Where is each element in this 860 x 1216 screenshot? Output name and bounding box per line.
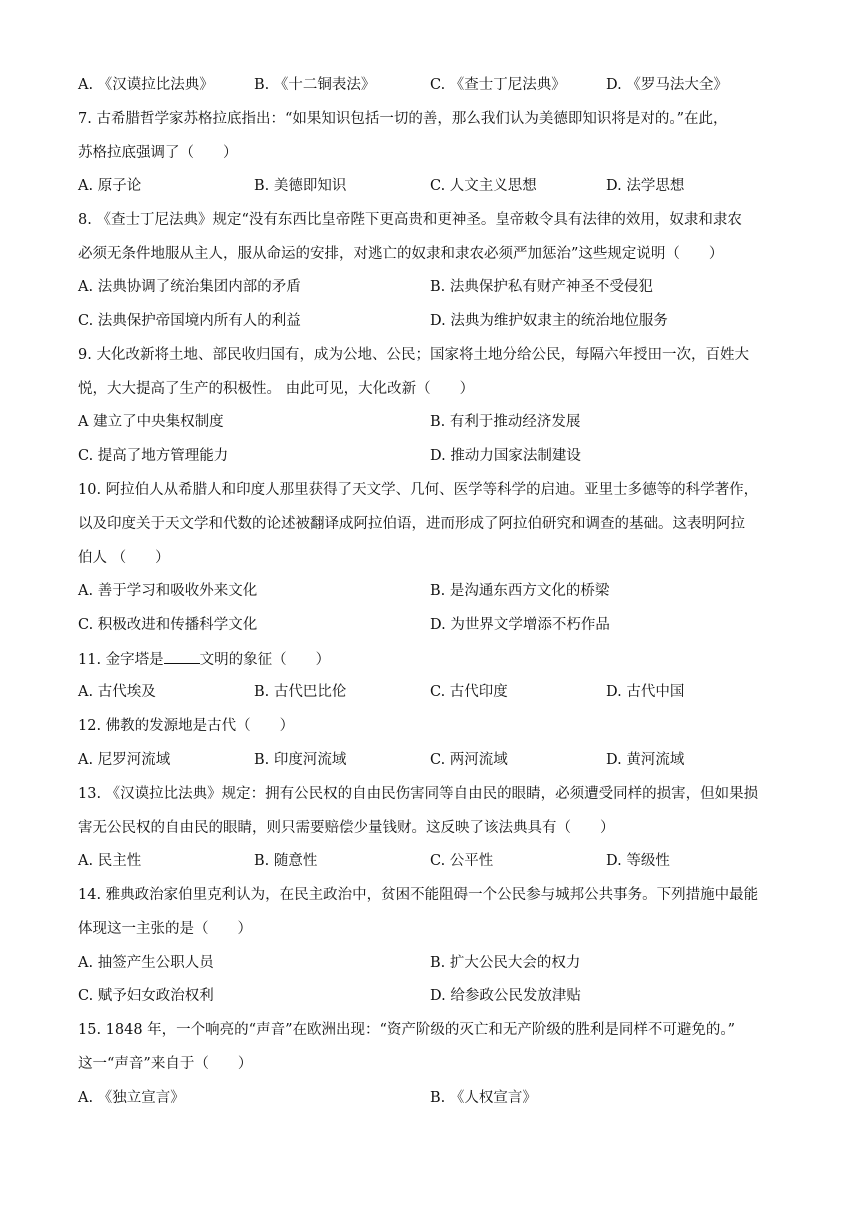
q14-option-a: A. 抽签产生公职人员 (78, 955, 214, 971)
q10-option-c: C. 积极改进和传播科学文化 (78, 617, 258, 633)
q14-option-c: C. 赋予妇女政治权利 (78, 988, 214, 1004)
q7-stem-line-2: 苏格拉底强调了（ ） (78, 145, 238, 161)
q9-stem-line-2: 悦，大大提高了生产的积极性。 由此可见，大化改新（ ） (78, 381, 475, 397)
q13-option-b: B. 随意性 (254, 853, 318, 869)
q6-option-d: D. 《罗马法大全》 (606, 77, 728, 93)
q9-option-c: C. 提高了地方管理能力 (78, 448, 229, 464)
q13-stem-line-1: 13. 《汉谟拉比法典》规定：拥有公民权的自由民伤害同等自由民的眼睛，必须遭受同样的损害，但如果损 (78, 786, 759, 802)
q10-stem-line-3: 伯人 （ ） (78, 550, 170, 566)
q14-stem-line-1: 14. 雅典政治家伯里克利认为，在民主政治中，贫困不能阻碍一个公民参与城邦公共事务。下列措施中最能 (78, 887, 759, 903)
q7-option-b: B. 美德即知识 (254, 178, 347, 194)
q11-stem-before: 11. 金字塔是 (78, 652, 164, 668)
q12-stem: 12. 佛教的发源地是古代（ ） (78, 718, 295, 734)
q8-stem-line-2: 必须无条件地服从主人，服从命运的安排，对逃亡的奴隶和隶农必须严加惩治”这些规定说明（ ） (78, 246, 724, 262)
q8-option-c: C. 法典保护帝国境内所有人的利益 (78, 313, 301, 329)
q12-option-b: B. 印度河流域 (254, 752, 347, 768)
q10-option-b: B. 是沟通东西方文化的桥梁 (430, 583, 610, 599)
q9-option-d: D. 推动力国家法制建设 (430, 448, 581, 464)
q10-stem-line-2: 以及印度关于天文学和代数的论述被翻译成阿拉伯语，进而形成了阿拉伯研究和调查的基础。这表明阿拉 (78, 516, 745, 532)
q15-stem-line-2: 这一“声音”来自于（ ） (78, 1056, 253, 1072)
q10-option-d: D. 为世界文学增添不朽作品 (430, 617, 610, 633)
q7-option-c: C. 人文主义思想 (430, 178, 537, 194)
q14-stem-line-2: 体现这一主张的是（ ） (78, 921, 252, 937)
q6-option-a: A. 《汉谟拉比法典》 (78, 77, 214, 93)
q13-option-c: C. 公平性 (430, 853, 494, 869)
q15-option-a: A. 《独立宣言》 (78, 1090, 185, 1106)
q14-option-b: B. 扩大公民大会的权力 (430, 955, 581, 971)
q12-option-a: A. 尼罗河流域 (78, 752, 171, 768)
q7-option-d: D. 法学思想 (606, 178, 685, 194)
q9-option-b: B. 有利于推动经济发展 (430, 414, 581, 430)
q10-option-a: A. 善于学习和吸收外来文化 (78, 583, 258, 599)
q11-stem (78, 649, 330, 670)
q13-option-a: A. 民主性 (78, 853, 142, 869)
q8-option-d: D. 法典为维护奴隶主的统治地位服务 (430, 313, 668, 329)
q12-option-d: D. 黄河流域 (606, 752, 685, 768)
q7-option-a: A. 原子论 (78, 178, 142, 194)
q8-option-b: B. 法典保护私有财产神圣不受侵犯 (430, 279, 653, 295)
q11-option-a: A. 古代埃及 (78, 684, 156, 700)
q13-stem-line-2: 害无公民权的自由民的眼睛，则只需要赔偿少量钱财。这反映了该法典具有（ ） (78, 820, 615, 836)
q14-option-d: D. 给参政公民发放津贴 (430, 988, 581, 1004)
q6-option-c: C. 《查士丁尼法典》 (430, 77, 566, 93)
q9-stem-line-1: 9. 大化改新将土地、部民收归国有，成为公地、公民；国家将土地分给公民，每隔六年授田一次，百姓大 (78, 347, 749, 363)
q11-option-b: B. 古代巴比伦 (254, 684, 347, 700)
q11-option-c: C. 古代印度 (430, 684, 508, 700)
q11-answer-blank (164, 649, 200, 664)
q15-option-b: B. 《人权宣言》 (430, 1090, 537, 1106)
q6-option-b: B. 《十二铜表法》 (254, 77, 376, 93)
q8-stem-line-1: 8. 《查士丁尼法典》规定“没有东西比皇帝陛下更高贵和更神圣。皇帝敕令具有法律的效用，奴隶和隶农 (78, 212, 742, 228)
q15-stem-line-1: 15. 1848 年，一个响亮的“声音”在欧洲出现：“资产阶级的灭亡和无产阶级的胜利是同样不可避免的。” (78, 1022, 736, 1038)
q7-stem-line-1: 7. 古希腊哲学家苏格拉底指出：“如果知识包括一切的善，那么我们认为美德即知识将是对的。”在此， (78, 111, 728, 127)
q11-stem-after: 文明的象征（ ） (199, 652, 331, 668)
q12-option-c: C. 两河流域 (430, 752, 508, 768)
q9-option-a: A 建立了中央集权制度 (78, 414, 224, 430)
q10-stem-line-1: 10. 阿拉伯人从希腊人和印度人那里获得了天文学、几何、医学等科学的启迪。亚里士多德等的科学著作， (78, 482, 759, 498)
q13-option-d: D. 等级性 (606, 853, 670, 869)
q11-option-d: D. 古代中国 (606, 684, 685, 700)
q8-option-a: A. 法典协调了统治集团内部的矛盾 (78, 279, 301, 295)
